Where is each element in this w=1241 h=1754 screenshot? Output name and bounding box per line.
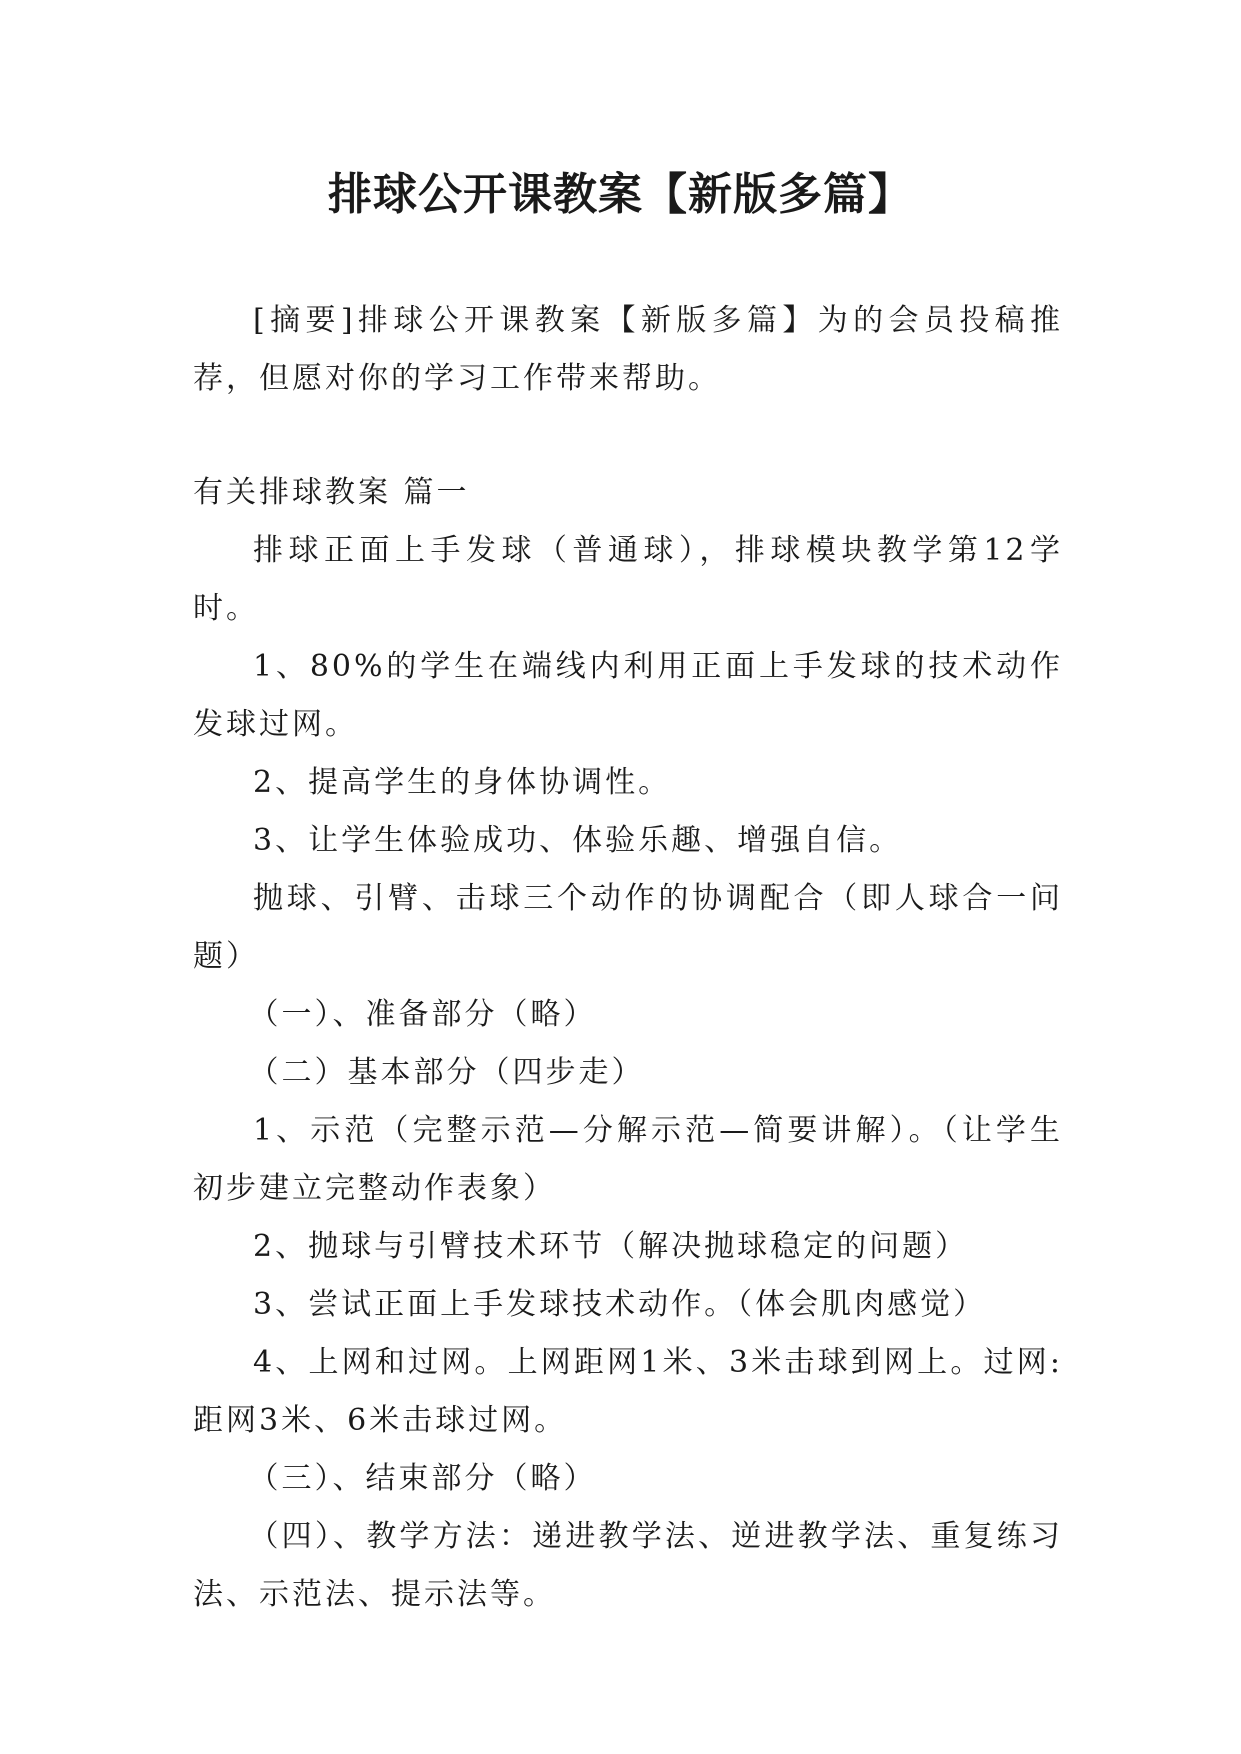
body-paragraph: 2、抛球与引臂技术环节（解决抛球稳定的问题） [253,1229,969,1264]
body-paragraph: 1、示范（完整示范—分解示范—简要讲解）。（让学生初步建立完整动作表象） [193,1113,1063,1206]
body-paragraph: 1、80%的学生在端线内利用正面上手发球的技术动作发球过网。 [193,649,1063,742]
body-paragraph: 4、上网和过网。上网距网1米、3米击球到网上。过网:距网3米、6米击球过网。 [193,1345,1063,1438]
body-paragraph: 3、尝试正面上手发球技术动作。（体会肌肉感觉） [253,1287,987,1322]
body-paragraph: 排球正面上手发球（普通球），排球模块教学第12学时。 [193,533,1063,626]
body-paragraph: 2、提高学生的身体协调性。 [253,765,672,800]
body-paragraph: （二）基本部分（四步走） [248,1055,645,1090]
document-title: 排球公开课教案【新版多篇】 [328,169,913,220]
document-body [193,292,1063,1624]
body-paragraph: （三）、结束部分（略） [248,1461,597,1496]
section-heading: 有关排球教案 篇一 [193,475,470,510]
body-paragraph: 抛球、引臂、击球三个动作的协调配合（即人球合一问题） [193,881,1063,974]
abstract-paragraph: [摘要]排球公开课教案【新版多篇】为的会员投稿推荐，但愿对你的学习工作带来帮助。 [193,303,1063,396]
body-paragraph: （一）、准备部分（略） [248,997,597,1032]
body-paragraph: 3、让学生体验成功、体验乐趣、增强自信。 [253,823,903,858]
body-paragraph: （四）、教学方法：递进教学法、逆进教学法、重复练习法、示范法、提示法等。 [193,1519,1063,1612]
